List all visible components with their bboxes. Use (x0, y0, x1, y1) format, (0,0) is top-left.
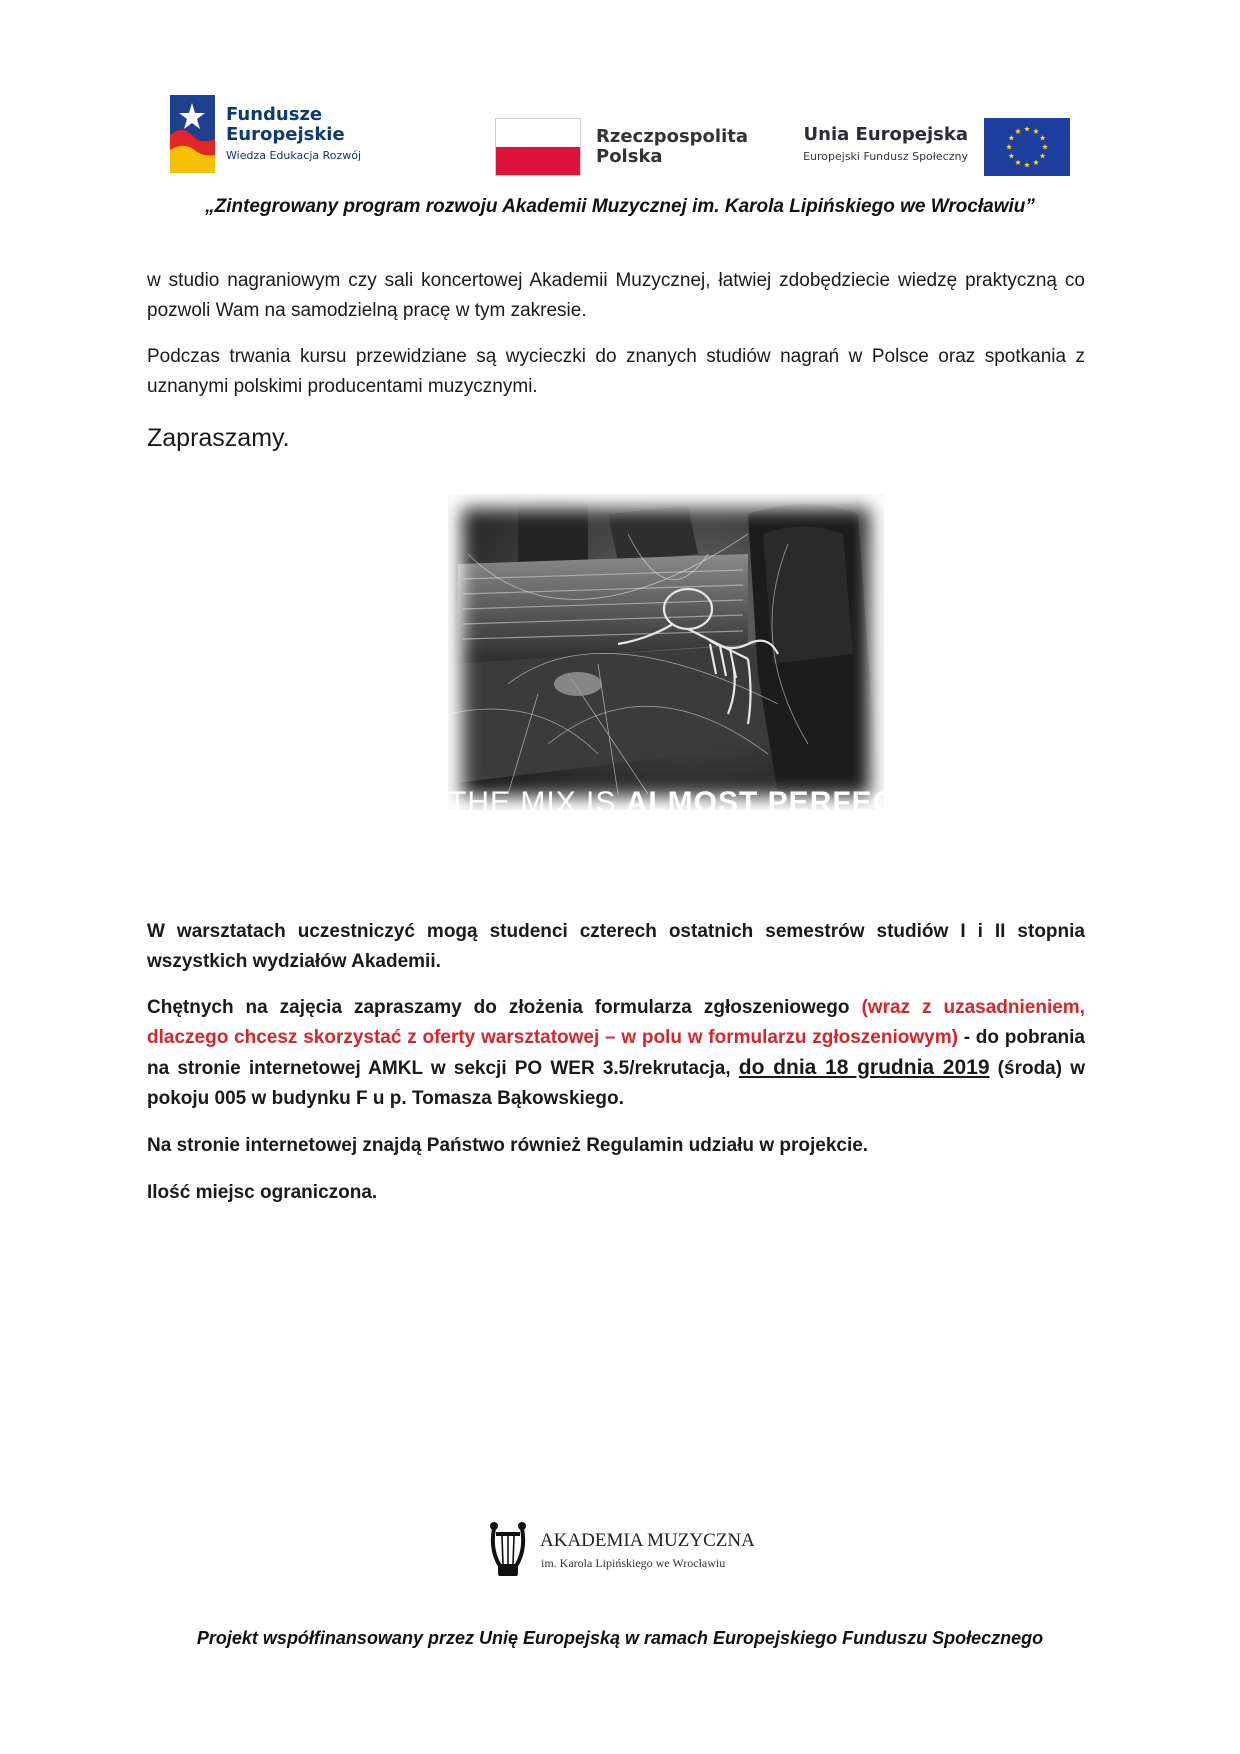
cofinancing-note: Projekt współfinansowany przez Unię Europejską w ramach Europejskiego Funduszu Społecznego (196, 1628, 1044, 1648)
fe-logo-line2: Europejskie (226, 124, 345, 145)
application-text-2: - do pobrania na stronie internetowej AMKL w sekcji PO WER 3.5/rekrutacja, (147, 1027, 1085, 1079)
photo-caption (448, 786, 926, 820)
eu-flag-icon (984, 118, 1070, 176)
rzeczpospolita-polska-logo (495, 118, 795, 176)
unia-europejska-logo (790, 118, 1070, 176)
paragraph-limited-places: Ilość miejsc ograniczona. (147, 1182, 378, 1203)
application-deadline: do dnia 18 grudnia 2019 (738, 1056, 990, 1079)
program-title: „Zintegrowany program rozwoju Akademii Muzycznej im. Karola Lipińskiego we Wrocławiu” (205, 196, 1035, 217)
akademia-subtitle: im. Karola Lipińskiego we Wrocławiu (541, 1556, 726, 1570)
paragraph-trips: Podczas trwania kursu przewidziane są wycieczki do znanych studiów nagrań w Polsce oraz spotkania z uznanymi polskimi producentami muzycznymi. (147, 346, 1085, 397)
fundusze-europejskie-mark-icon (170, 95, 215, 173)
photo-caption-bold: ALMOST PERFECT! (625, 786, 926, 819)
application-text-1: Chętnych na zajęcia zapraszamy do złożenia formularza zgłoszeniowego (147, 997, 862, 1018)
fe-logo-line1: Fundusze (226, 104, 323, 125)
lyre-icon (488, 1520, 528, 1578)
paragraph-application (147, 993, 1085, 1114)
fundusze-europejskie-logo (148, 72, 362, 187)
photo-caption-light: THE MIX IS (448, 786, 626, 819)
ue-logo-subtitle: Europejski Fundusz Społeczny (803, 150, 968, 163)
paragraph-studio: w studio nagraniowym czy sali koncertowej Akademii Muzycznej, łatwiej zdobędziecie wiedzę praktyczną co pozwoli Wam na samodzielną pracę w tym zakresie. (147, 270, 1085, 321)
mixing-console-photo (448, 494, 926, 819)
polish-flag-icon (495, 118, 581, 176)
akademia-muzyczna-logo (488, 1520, 758, 1580)
paragraph-eligibility: W warsztatach uczestniczyć mogą studenci czterech ostatnich semestrów studiów I i II stopnia wszystkich wydziałów Akademii. (147, 921, 1085, 972)
rp-logo-line1: Rzeczpospolita (596, 126, 748, 147)
akademia-name: AKADEMIA MUZYCZNA (540, 1530, 755, 1551)
invitation-heading: Zapraszamy. (147, 424, 290, 452)
application-text-3: (środa) w pokoju 005 w budynku F u p. Tomasza Bąkowskiego. (147, 1058, 1086, 1109)
ue-logo-title: Unia Europejska (803, 124, 968, 145)
skeleton-at-console-image (448, 494, 884, 810)
fe-logo-subtitle: Wiedza Edukacja Rozwój (226, 149, 362, 162)
paragraph-regulations: Na stronie internetowej znajdą Państwo również Regulamin udziału w projekcie. (147, 1135, 869, 1156)
application-note-red: (wraz z uzasadnieniem, dlaczego chcesz skorzystać z oferty warsztatowej – w polu w formularzu zgłoszeniowym) (147, 997, 1085, 1048)
rp-logo-line2: Polska (596, 146, 663, 167)
